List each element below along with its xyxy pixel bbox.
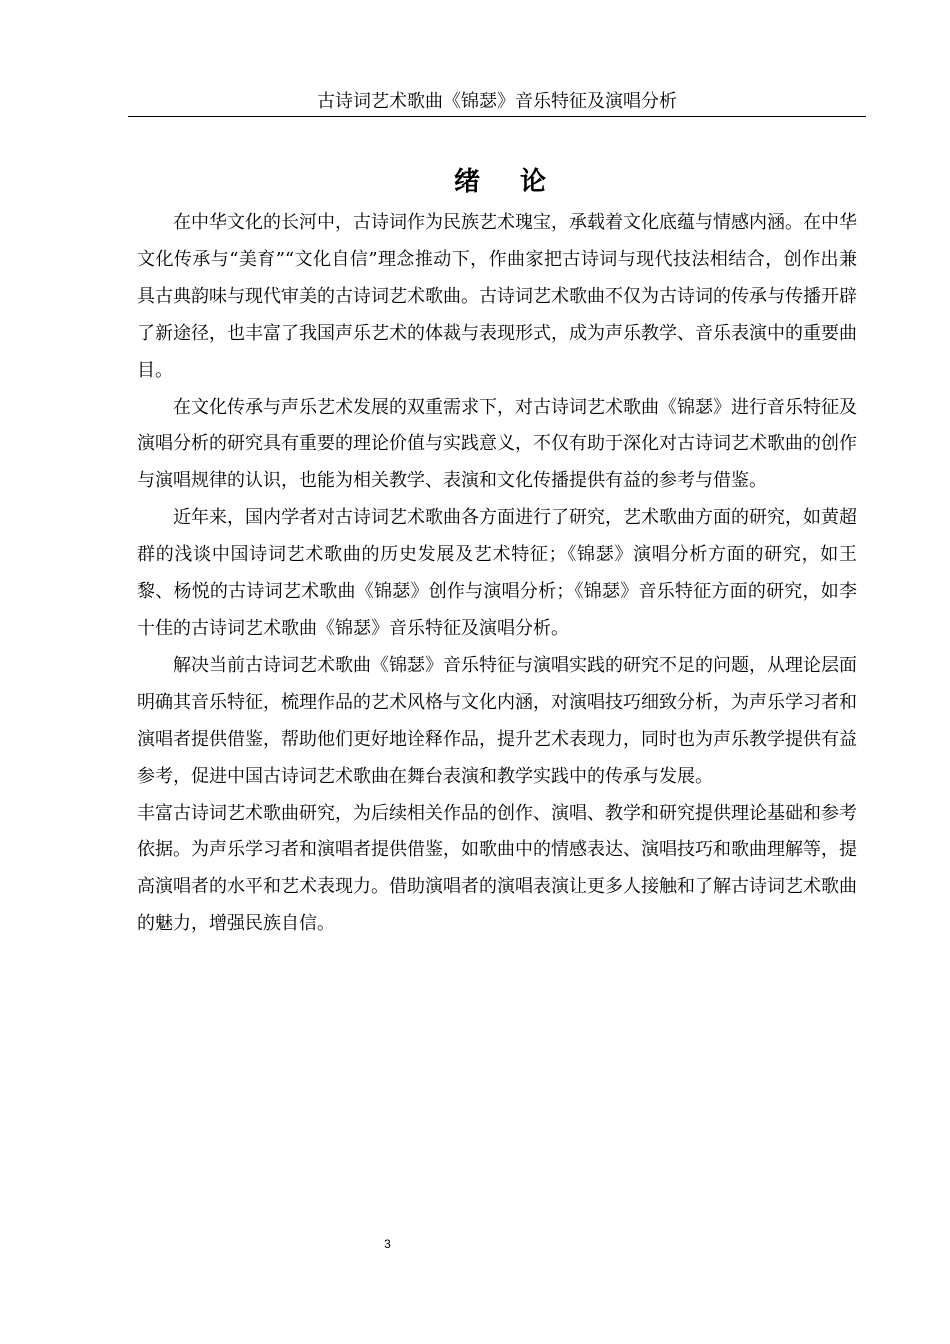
running-header: 古诗词艺术歌曲《锦瑟》音乐特征及演唱分析 [317,91,677,112]
section-title: 绪论 [453,167,586,197]
paragraph-2: 在文化传承与声乐艺术发展的双重需求下，对古诗词艺术歌曲《锦瑟》进行音乐特征及演唱分析的研究具有重要的理论价值与实践意义，不仅有助于深化对古诗词艺术歌曲的创作与演唱规律的认识，也能为相关教学、表演和文化传播提供有益的参考与借鉴。 [137,396,857,492]
header-divider [128,116,866,117]
page-number: 3 [384,1237,391,1251]
paragraph-5: 丰富古诗词艺术歌曲研究，为后续相关作品的创作、演唱、教学和研究提供理论基础和参考依据。为声乐学习者和演唱者提供借鉴，如歌曲中的情感表达、演唱技巧和歌曲理解等，提高演唱者的水平和艺术表现力。借助演唱者的演唱表演让更多人接触和了解古诗词艺术歌曲的魅力，增强民族自信。 [137,802,857,935]
body-text [137,205,857,943]
paragraph-3: 近年来，国内学者对古诗词艺术歌曲各方面进行了研究，艺术歌曲方面的研究，如黄超群的浅谈中国诗词艺术歌曲的历史发展及艺术特征；《锦瑟》演唱分析方面的研究，如王黎、杨悦的古诗词艺术歌曲《锦瑟》创作与演唱分析；《锦瑟》音乐特征方面的研究，如李十佳的古诗词艺术歌曲《锦瑟》音乐特征及演唱分析。 [137,507,857,639]
paragraph-1: 在中华文化的长河中，古诗词作为民族艺术瑰宝，承载着文化底蕴与情感内涵。在中华文化传承与“美育”“文化自信”理念推动下，作曲家把古诗词与现代技法相结合，创作出兼具古典韵味与现代审美的古诗词艺术歌曲。古诗词艺术歌曲不仅为古诗词的传承与传播开辟了新途径，也丰富了我国声乐艺术的体裁与表现形式，成为声乐教学、音乐表演中的重要曲目。 [137,212,857,381]
paragraph-4: 解决当前古诗词艺术歌曲《锦瑟》音乐特征与演唱实践的研究不足的问题，从理论层面明确其音乐特征，梳理作品的艺术风格与文化内涵，对演唱技巧细致分析，为声乐学习者和演唱者提供借鉴，帮助他们更好地诠释作品，提升艺术表现力，同时也为声乐教学提供有益参考，促进中国古诗词艺术歌曲在舞台表演和教学实践中的传承与发展。 [137,654,857,787]
